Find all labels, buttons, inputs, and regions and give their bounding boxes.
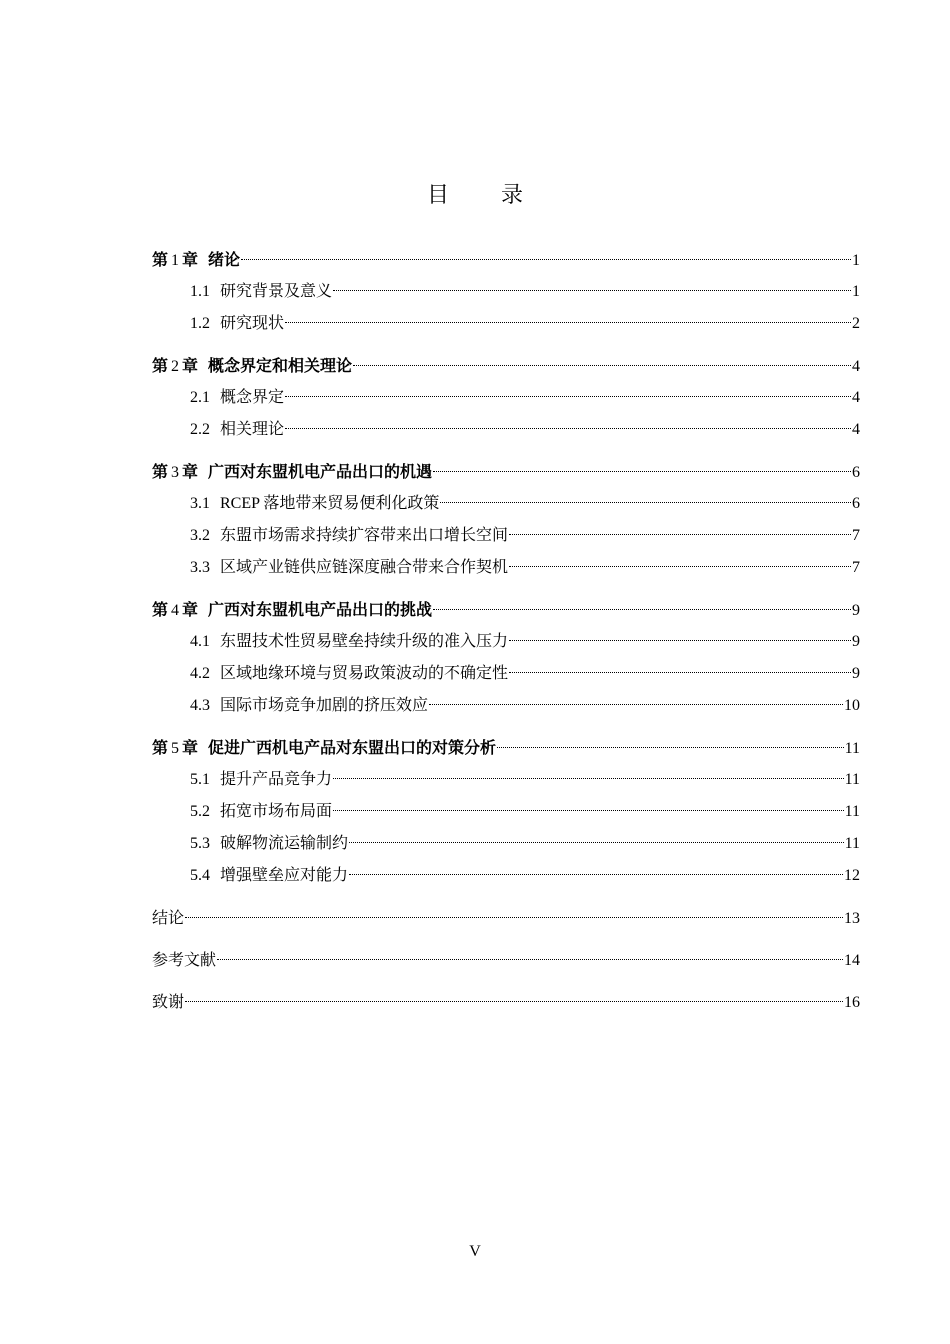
dot-leader [353, 365, 851, 366]
dot-leader [349, 874, 843, 875]
page-number: 16 [844, 994, 860, 1011]
dot-leader [217, 959, 843, 960]
toc-section-5-4[interactable] [152, 860, 860, 892]
dot-leader [509, 672, 851, 673]
toc-chapter-4[interactable] [152, 594, 860, 626]
toc-section-5-2[interactable] [152, 796, 860, 828]
toc-section-4-3[interactable] [152, 690, 860, 722]
section-title: 东盟技术性贸易壁垒持续升级的准入压力 [220, 633, 509, 650]
page-number: 11 [844, 835, 860, 852]
section-title: 概念界定 [220, 389, 285, 406]
toc-heading-char-2: 录 [501, 183, 524, 208]
back-matter-title: 致谢 [152, 992, 185, 1011]
section-title: 研究背景及意义 [220, 283, 333, 300]
toc-section-3-2[interactable] [152, 520, 860, 552]
dot-leader [509, 534, 851, 535]
section-number: 1.1 [190, 283, 210, 300]
section-title: 区域地缘环境与贸易政策波动的不确定性 [220, 665, 509, 682]
section-number: 1.2 [190, 315, 210, 332]
section-title: 相关理论 [220, 421, 285, 438]
page-number: 4 [852, 421, 860, 438]
dot-leader [333, 810, 844, 811]
dot-leader [285, 322, 851, 323]
page-number: 11 [844, 740, 860, 757]
section-number: 5.4 [190, 867, 210, 884]
toc-section-5-3[interactable] [152, 828, 860, 860]
section-number: 5.1 [190, 771, 210, 788]
toc-conclusion[interactable] [152, 902, 860, 934]
page-number: 4 [852, 358, 860, 375]
section-number: 3.2 [190, 527, 210, 544]
dot-leader [429, 704, 843, 705]
dot-leader [285, 396, 851, 397]
toc-heading [0, 178, 950, 209]
chapter-title: 促进广西机电产品对东盟出口的对策分析 [208, 738, 497, 757]
page-number: 11 [844, 803, 860, 820]
dot-leader [440, 502, 851, 503]
dot-leader [509, 566, 851, 567]
chapter-title: 绪论 [208, 250, 241, 269]
section-title: 东盟市场需求持续扩容带来出口增长空间 [220, 527, 509, 544]
chapter-label: 第 3 章 广西对东盟机电产品出口的机遇 [152, 462, 433, 481]
dot-leader [433, 471, 851, 472]
page-number: 2 [852, 315, 860, 332]
section-title: 提升产品竞争力 [220, 771, 333, 788]
page-number: 11 [844, 771, 860, 788]
section-number: 2.1 [190, 389, 210, 406]
dot-leader [285, 428, 851, 429]
chapter-title: 广西对东盟机电产品出口的机遇 [208, 462, 433, 481]
toc-section-1-2[interactable] [152, 308, 860, 340]
page-footer-number: V [469, 1243, 481, 1260]
toc-chapter-5[interactable] [152, 732, 860, 764]
toc-heading-char-1: 目 [426, 183, 449, 208]
dot-leader [241, 259, 851, 260]
section-number: 2.2 [190, 421, 210, 438]
toc-chapter-2[interactable] [152, 350, 860, 382]
section-title: RCEP 落地带来贸易便利化政策 [220, 495, 440, 512]
chapter-label: 第 2 章 概念界定和相关理论 [152, 356, 353, 375]
page-number: 12 [844, 867, 860, 884]
toc-section-4-2[interactable] [152, 658, 860, 690]
section-number: 5.3 [190, 835, 210, 852]
toc-section-5-1[interactable] [152, 764, 860, 796]
dot-leader [333, 290, 851, 291]
chapter-title: 广西对东盟机电产品出口的挑战 [208, 600, 433, 619]
toc-section-3-1[interactable] [152, 488, 860, 520]
section-title: 增强壁垒应对能力 [220, 867, 349, 884]
toc-section-2-2[interactable] [152, 414, 860, 446]
section-title: 国际市场竞争加剧的挤压效应 [220, 697, 429, 714]
page-number: 1 [852, 283, 860, 300]
toc-section-1-1[interactable] [152, 276, 860, 308]
section-title: 研究现状 [220, 315, 285, 332]
dot-leader [509, 640, 851, 641]
dot-leader [349, 842, 844, 843]
page-number: 6 [852, 495, 860, 512]
section-title: 破解物流运输制约 [220, 835, 349, 852]
toc-chapter-1[interactable] [152, 244, 860, 276]
section-number: 3.1 [190, 495, 210, 512]
chapter-label: 第 5 章 促进广西机电产品对东盟出口的对策分析 [152, 738, 497, 757]
page-number: 9 [852, 633, 860, 650]
page-number: 9 [852, 665, 860, 682]
section-number: 3.3 [190, 559, 210, 576]
page-number: 4 [852, 389, 860, 406]
toc-section-4-1[interactable] [152, 626, 860, 658]
dot-leader [185, 1001, 843, 1002]
dot-leader [185, 917, 843, 918]
section-number: 5.2 [190, 803, 210, 820]
page-number: 14 [844, 952, 860, 969]
back-matter-title: 参考文献 [152, 950, 217, 969]
toc-acknowledgements[interactable] [152, 986, 860, 1018]
toc-section-2-1[interactable] [152, 382, 860, 414]
page-number: 1 [852, 252, 860, 269]
dot-leader [333, 778, 844, 779]
toc-section-3-3[interactable] [152, 552, 860, 584]
page-number: 7 [852, 527, 860, 544]
table-of-contents [152, 244, 860, 1018]
page-number: 13 [844, 910, 860, 927]
toc-references[interactable] [152, 944, 860, 976]
page-number: 9 [852, 602, 860, 619]
page-number: 10 [844, 697, 860, 714]
section-title: 区域产业链供应链深度融合带来合作契机 [220, 559, 509, 576]
section-title: 拓宽市场布局面 [220, 803, 333, 820]
dot-leader [497, 747, 844, 748]
section-number: 4.2 [190, 665, 210, 682]
chapter-label: 第 4 章 广西对东盟机电产品出口的挑战 [152, 600, 433, 619]
toc-chapter-3[interactable] [152, 456, 860, 488]
page-number: 7 [852, 559, 860, 576]
section-number: 4.1 [190, 633, 210, 650]
chapter-title: 概念界定和相关理论 [208, 356, 353, 375]
back-matter-title: 结论 [152, 908, 185, 927]
dot-leader [433, 609, 851, 610]
section-number: 4.3 [190, 697, 210, 714]
chapter-label: 第 1 章 绪论 [152, 250, 241, 269]
page-number: 6 [852, 464, 860, 481]
